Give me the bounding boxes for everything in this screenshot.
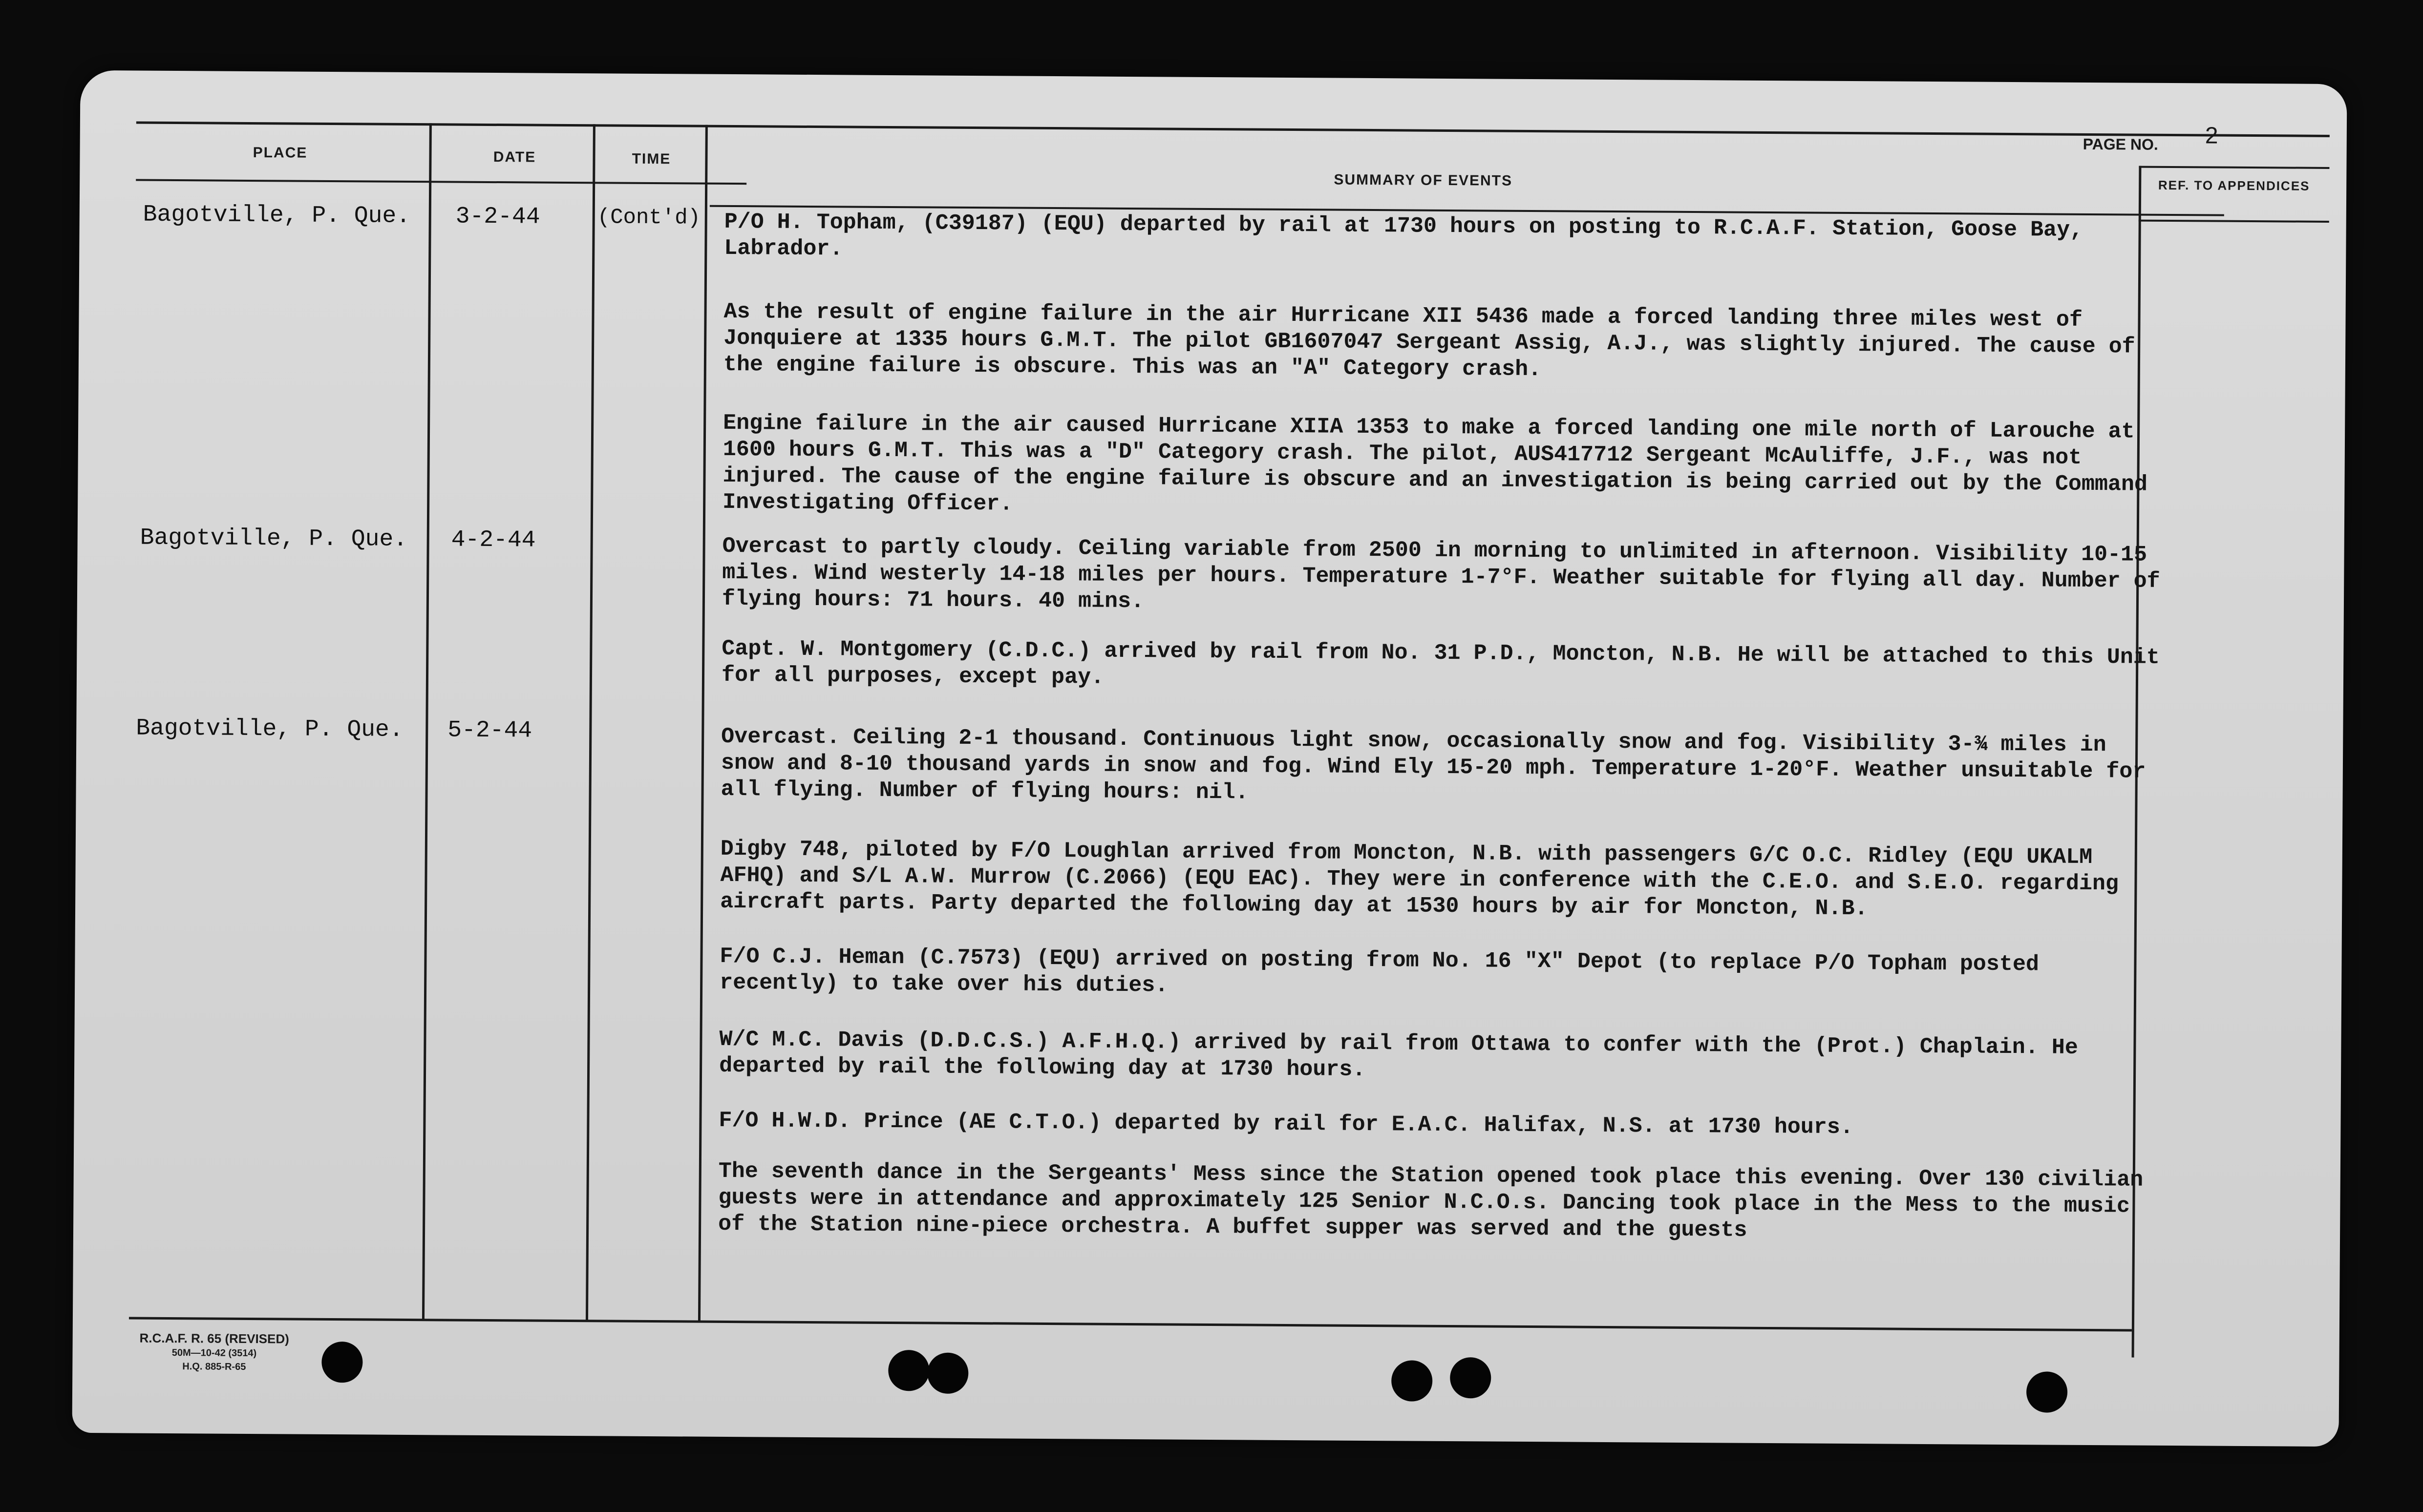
page-no-rule: [2139, 166, 2329, 169]
summary-paragraph: Overcast. Ceiling 2-1 thousand. Continuous light snow, occasionally snow and fog. Visibility 3-¾ miles in snow and 8-10 thousand yards in snow and fog. Wind Ely 15-20 mph. Temperature 1-20°F. Weather unsuitable for all flying. Number of flying hours: nil.: [721, 724, 2146, 805]
summary-paragraph: W/C M.C. Davis (D.D.C.S.) A.F.H.Q.) arrived by rail from Ottawa to confer with the (Prot.) Chaplain. He departed by rail the following day at 1730 hours.: [719, 1027, 2079, 1082]
punch-hole: [927, 1352, 969, 1394]
column-rule-time-summary: [698, 125, 708, 1322]
summary-paragraph: Capt. W. Montgomery (C.D.C.) arrived by rail from No. 31 P.D., Moncton, N.B. He will be attached to this Unit for all purposes, except pay.: [721, 636, 2160, 690]
form-number: R.C.A.F. R. 65 (REVISED): [139, 1330, 289, 1346]
entry-place: Bagotville, P. Que.: [136, 715, 404, 743]
entry-date: 3-2-44: [455, 203, 540, 231]
punch-hole: [1391, 1360, 1433, 1402]
summary-paragraph: Engine failure in the air caused Hurricane XIIA 1353 to make a forced landing one mile north of Larouche at 1600 hours G.M.T. This was a "D" Category crash. The pilot, AUS417712 Sergeant McAuliffe, J.F., was not injured. The cause of the engine failure is obscure and an investigation is being carried out by the Command Investigating Officer.: [723, 410, 2148, 517]
form-hq-code: H.Q. 885-R-65: [182, 1361, 246, 1372]
page-label: PAGE NO.: [2083, 135, 2158, 153]
form-print-code: 50M—10-42 (3514): [171, 1347, 257, 1359]
summary-paragraph: Digby 748, piloted by F/O Loughlan arrived from Moncton, N.B. with passengers G/C O.C. Ridley (EQU UKALM AFHQ) and S/L A.W. Murrow (C.2066) (EQU EAC). They were in conference with the C.E.O. and S.E.O. regarding aircraft parts. Party departed the following day at 1530 hours by air for Moncton, N.B.: [720, 836, 2119, 922]
header-bottom-rule: [136, 179, 746, 185]
header-place: PLACE: [253, 145, 308, 161]
summary-paragraph: F/O C.J. Heman (C.7573) (EQU) arrived on posting from No. 16 "X" Depot (to replace P/O Topham posted recently) to take over his duties.: [720, 944, 2040, 998]
summary-paragraph: The seventh dance in the Sergeants' Mess since the Station opened took place this evening. Over 130 civilian guests were in attendance and approximately 125 Senior N.C.O.s. Dancing took place in the Mess to the music of the Station nine-piece orchestra. A buffet supper was served and the guests: [718, 1158, 2144, 1243]
summary-paragraph: Overcast to partly cloudy. Ceiling variable from 2500 in morning to unlimited in afternoon. Visibility 10-15 miles. Wind westerly 14-18 miles per hours. Temperature 1-7°F. Weather suitable for flying all day. Number of flying hours: 71 hours. 40 mins.: [722, 533, 2160, 614]
bottom-rule: [129, 1317, 2132, 1332]
punch-hole: [888, 1350, 930, 1391]
header-ref: REF. TO APPENDICES: [2158, 177, 2310, 193]
diary-sheet: [72, 70, 2347, 1447]
punch-hole: [2026, 1371, 2068, 1413]
entry-date: 5-2-44: [447, 717, 532, 744]
entry-place: Bagotville, P. Que.: [140, 525, 408, 553]
entry-time: (Cont'd): [597, 205, 701, 231]
entry-place: Bagotville, P. Que.: [143, 201, 411, 230]
summary-paragraph: P/O H. Topham, (C39187) (EQU) departed by rail at 1730 hours on posting to R.C.A.F. Station, Goose Bay, Labrador.: [724, 209, 2083, 262]
column-rule-date-time: [586, 124, 595, 1321]
punch-hole: [321, 1342, 363, 1383]
column-rule-place-date: [422, 123, 432, 1320]
entry-date: 4-2-44: [451, 526, 536, 554]
header-summary: SUMMARY OF EVENTS: [1334, 171, 1513, 189]
summary-paragraph: As the result of engine failure in the air Hurricane XII 5436 made a forced landing three miles west of Jonquiere at 1335 hours G.M.T. The pilot GB1607047 Sergeant Assig, A.J., was slightly injured. The cause of the engine failure is obscure. This was an "A" Category crash.: [723, 299, 2135, 382]
page-number: 2: [2205, 123, 2218, 149]
summary-paragraph: F/O H.W.D. Prince (AE C.T.O.) departed by rail for E.A.C. Halifax, N.S. at 1730 hours.: [719, 1108, 1853, 1140]
top-rule: [136, 122, 2330, 137]
punch-hole: [1450, 1357, 1491, 1399]
header-date: DATE: [493, 149, 536, 166]
header-time: TIME: [632, 150, 671, 168]
